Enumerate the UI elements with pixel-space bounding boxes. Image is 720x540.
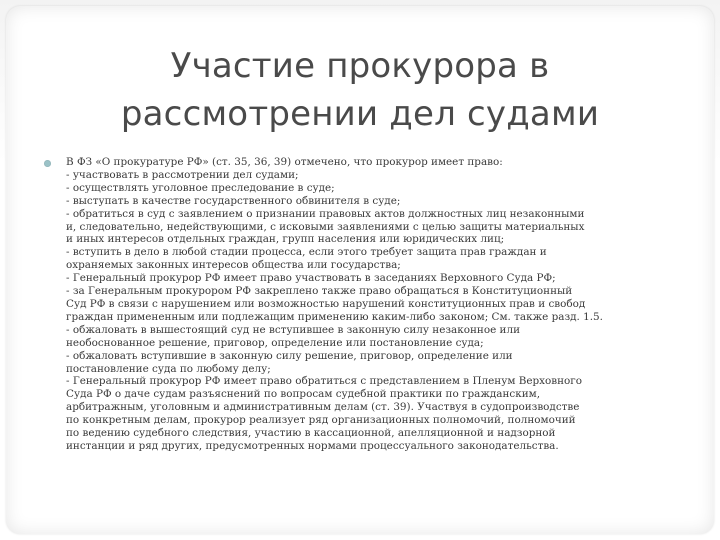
bullet-list-item (44, 156, 694, 453)
slide-title: Участие прокурора в рассмотрении дел судами (120, 46, 600, 134)
body-line: охраняемых законных интересов общества или государства; (66, 259, 401, 272)
body-line: - участвовать в рассмотрении дел судами; (66, 168, 299, 181)
body-line: инстанции и ряд других, предусмотренных нормами процессуального законодательства. (66, 439, 559, 452)
body-line: - выступать в качестве государственного обвинителя в суде; (66, 194, 401, 207)
body-line: и, следовательно, недействующими, с исковыми заявлениями с целью защиты материальных (66, 220, 585, 233)
bullet-icon (44, 160, 51, 167)
body-line: по конкретным делам, прокурор реализует ряд организационных полномочий, полномочий (66, 414, 576, 427)
body-line: - обратиться в суд с заявлением о признании правовых актов должностных лиц незаконными (66, 207, 585, 220)
body-line: постановление суда по любому делу; (66, 362, 271, 375)
body-line: необоснованное решение, приговор, определение или постановление суда; (66, 336, 484, 349)
body-line: В ФЗ «О прокуратуре РФ» (ст. 35, 36, 39) отмечено, что прокурор имеет право: (66, 156, 503, 168)
body-line: - Генеральный прокурор РФ имеет право обратиться с представлением в Пленум Верховного (66, 375, 582, 388)
body-line: по ведению судебного следствия, участию в кассационной, апелляционной и надзорной (66, 427, 556, 440)
body-line: - вступить в дело в любой стадии процесса, если этого требует защита прав граждан и (66, 246, 547, 259)
bullet-text (66, 156, 694, 453)
body-line: - обжаловать в вышестоящий суд не вступившее в законную силу незаконное или (66, 323, 521, 336)
body-line: арбитражным, уголовным и административным делам (ст. 39). Участвуя в судопроизводстве (66, 401, 580, 414)
body-line: - за Генеральным прокурором РФ закреплено также право обращаться в Конституционный (66, 285, 573, 298)
body-line: Суд РФ в связи с нарушением или возможностью нарушений конституционных прав и свобод (66, 297, 586, 310)
body-line: Суда РФ о даче судам разъяснений по вопросам судебной практики по гражданским, (66, 388, 541, 401)
body-line: граждан примененным или подлежащим применению каким-либо законом; См. также разд. 1.5. (66, 310, 603, 323)
body-line: - обжаловать вступившие в законную силу решение, приговор, определение или (66, 349, 513, 362)
body-line: - осуществлять уголовное преследование в суде; (66, 181, 335, 194)
body-line: и иных интересов отдельных граждан, групп населения или юридических лиц; (66, 233, 505, 246)
body-line: - Генеральный прокурор РФ имеет право участвовать в заседаниях Верховного Суда РФ; (66, 272, 556, 285)
